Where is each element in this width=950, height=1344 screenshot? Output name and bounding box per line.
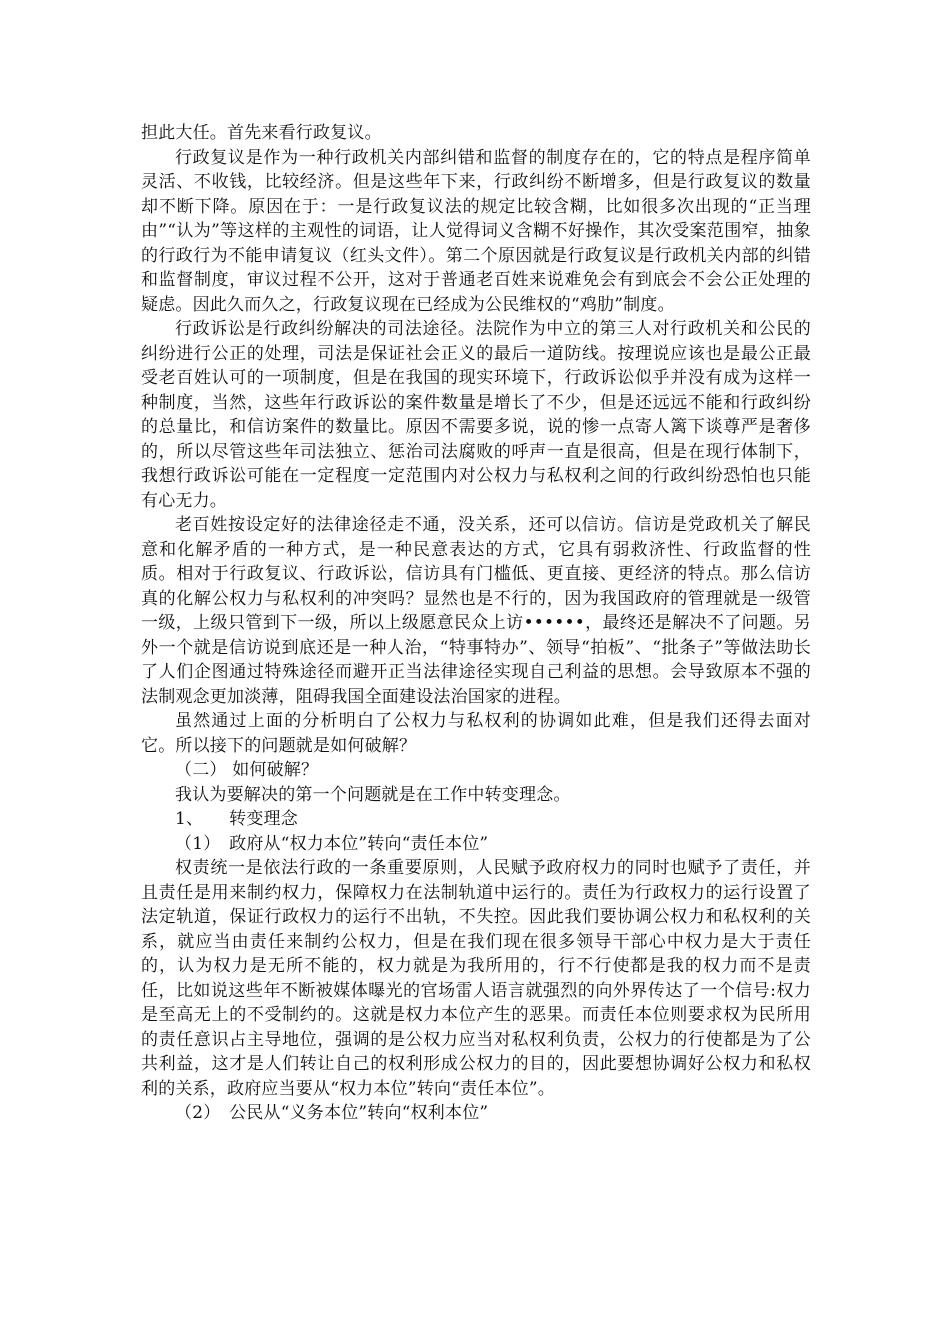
document-body [141, 121, 811, 1126]
paragraph-transition: 虽然通过上面的分析明白了公权力与私权利的协调如此难，但是我们还得去面对它。所以接下的问题就是如何破解？ [141, 711, 811, 756]
paragraph-intro-continuation: 担此大任。首先来看行政复议。 [141, 123, 382, 143]
section-heading-how-to-solve: （二） 如何破解？ [175, 760, 319, 780]
paragraph-first-problem: 我认为要解决的第一个问题就是在工作中转变理念。 [175, 784, 571, 805]
paragraph-responsibility: 权责统一是依法行政的一条重要原则，人民赋予政府权力的同时也赋予了责任，并且责任是用来制约权力，保障权力在法制轨道中运行的。责任为行政权力的运行设置了法定轨道，保证行政权力的运行不出轨，不失控。因此我们要协调公权力和私权利的关系，就应当由责任来制约公权力，但是在我们现在很多领导干部心中权力是大于责任的，认为权力是无所不能的，权力就是为我所用的，行不行使都是我的权力而不是责任，比如说这些年不断被媒体曝光的官场雷人语言就强烈的向外界传达了一个信号:权力是至高无上的不受制约的。这就是权力本位产生的恶果。而责任本位则要求权为民所用的责任意识占主导地位，强调的是公权力应当对私权利负责，公权力的行使都是为了公共利益，这才是人们转让自己的权利形成公权力的目的，因此要想协调好公权力和私权利的关系，政府应当要从“权力本位”转向“责任本位”。 [141, 858, 811, 1099]
paragraph-petition: 老百姓按设定好的法律途径走不通，没关系，还可以信访。信访是党政机关了解民意和化解矛盾的一种方式，是一种民意表达的方式，它具有弱救济性、行政监督的性质。相对于行政复议、行政诉讼，信访具有门槛低、更直接、更经济的特点。那么信访真的化解公权力与私权利的冲突吗？显然也是不行的，因为我国政府的管理就是一级管一级，上级只管到下一级，所以上级愿意民众上访••••••，最终还是解决不了问题。另外一个就是信访说到底还是一种人治，“特事特办”、领导“拍板”、“批条子”等做法助长了人们企图通过特殊途径而避开正当法律途径实现自己利益的思想。会导致原本不强的法制观念更加淡薄，阻碍我国全面建设法治国家的进程。 [141, 515, 811, 707]
item-heading-citizen: （2） 公民从“义务本位”转向“权利本位” [175, 1103, 489, 1123]
paragraph-administrative-review: 行政复议是作为一种行政机关内部纠错和监督的制度存在的，它的特点是程序简单灵活、不收钱，比较经济。但是这些年下来，行政纠纷不断增多，但是行政复议的数量却不断下降。原因在于：一是行政复议法的规定比较含糊，比如很多次出现的“正当理由”“认为”等这样的主观性的词语，让人觉得词义含糊不好操作，其次受案范围窄，抽象的行政行为不能申请复议（红头文件）。第二个原因就是行政复议是行政机关内部的纠错和监督制度，审议过程不公开，这对于普通老百姓来说难免会有到底会不会公正处理的疑虑。因此久而久之，行政复议现在已经成为公民维权的“鸡肋”制度。 [141, 147, 811, 315]
item-heading-government: （1） 政府从“权力本位”转向“责任本位” [175, 833, 489, 854]
subsection-heading-change-concept: 1、 转变理念 [175, 809, 298, 829]
paragraph-administrative-litigation: 行政诉讼是行政纠纷解决的司法途径。法院作为中立的第三人对行政机关和公民的纠纷进行公正的处理，司法是保证社会正义的最后一道防线。按理说应该也是最公正最受老百姓认可的一项制度，但是在我国的现实环境下，行政诉讼似乎并没有成为这样一种制度，当然，这些年行政诉讼的案件数量是增长了不少，但是还远远不能和行政纠纷的总量比，和信访案件的数量比。原因不需要多说，说的惨一点寄人篱下谈尊严是奢侈的，所以尽管这些年司法独立、惩治司法腐败的呼声一直是很高，但是在现行体制下，我想行政诉讼可能在一定程度一定范围内对公权力与私权利之间的行政纠纷恐怕也只能有心无力。 [141, 319, 811, 511]
